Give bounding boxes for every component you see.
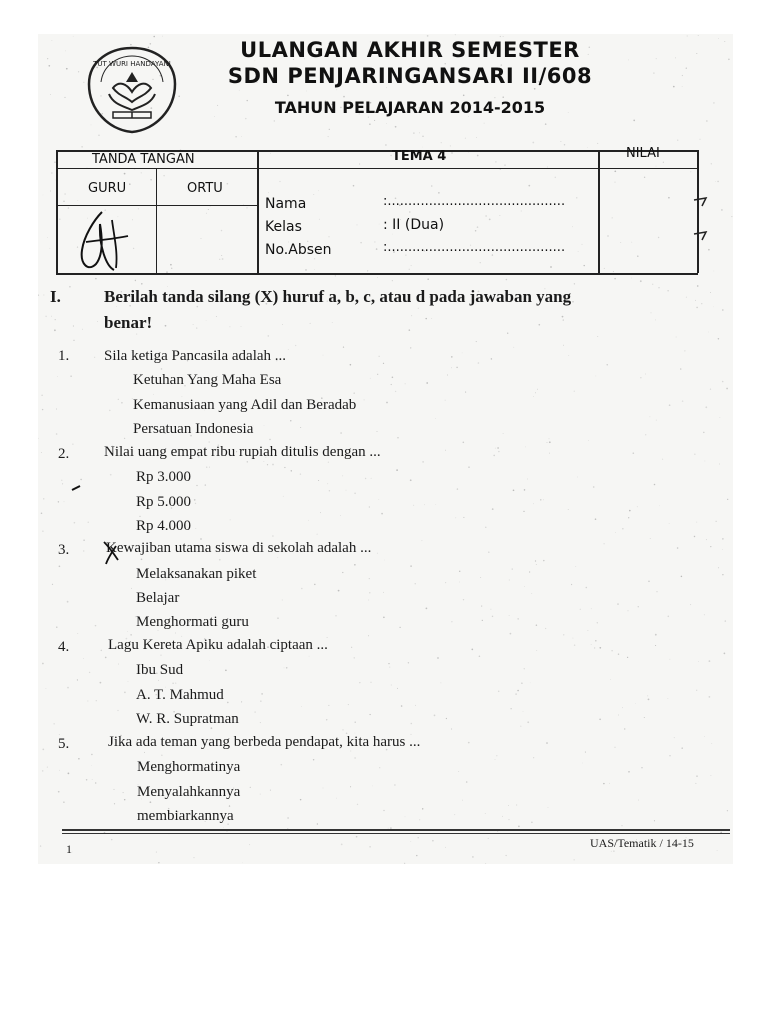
name-field: :........................................... <box>383 194 566 209</box>
tut-wuri-handayani-logo <box>83 44 181 136</box>
answer-option: Kemanusiaan yang Adil dan Beradab <box>133 397 357 413</box>
school-name: SDN PENJARINGANSARI II/608 <box>227 64 593 88</box>
question-number: 1. <box>58 348 70 364</box>
question-number: 4. <box>58 639 70 655</box>
exam-title: ULANGAN AKHIR SEMESTER <box>240 38 580 62</box>
svg-text:TUT WURI HANDAYANI: TUT WURI HANDAYANI <box>93 60 171 68</box>
score-mark <box>690 190 714 250</box>
answer-option: Ibu Sud <box>136 662 184 678</box>
question-text: Sila ketiga Pancasila adalah ... <box>104 348 287 364</box>
answer-option: W. R. Supratman <box>136 711 239 727</box>
name-label: Nama <box>265 196 307 212</box>
class-label: Kelas <box>265 219 302 235</box>
teacher-signature <box>66 206 146 276</box>
answer-option: Melaksanakan piket <box>136 566 257 582</box>
answer-option: Ketuhan Yang Maha Esa <box>133 372 282 388</box>
absence-number-field: :........................................... <box>383 240 566 255</box>
teacher-column-label: GURU <box>88 181 127 196</box>
question-text: Kewajiban utama siswa di sekolah adalah ... <box>106 540 372 556</box>
instruction-line-1: Berilah tanda silang (X) huruf a, b, c, atau d pada jawaban yang <box>104 287 572 306</box>
theme-label: TEMA 4 <box>392 149 447 164</box>
pen-marks <box>60 448 120 568</box>
question-number: 5. <box>58 736 70 752</box>
answer-option: membiarkannya <box>137 808 234 824</box>
answer-option: Persatuan Indonesia <box>133 421 254 437</box>
footer-rule <box>62 829 730 831</box>
signature-header: TANDA TANGAN <box>92 152 195 167</box>
academic-year: TAHUN PELAJARAN 2014-2015 <box>274 98 546 117</box>
score-label: NILAI <box>626 146 660 161</box>
answer-option: Menghormati guru <box>136 614 249 630</box>
answer-option: Menyalahkannya <box>137 784 241 800</box>
question-number: 3. <box>58 542 70 558</box>
page-number: 1 <box>66 842 72 856</box>
document-code: UAS/Tematik / 14-15 <box>590 836 694 850</box>
answer-option: Belajar <box>136 590 180 606</box>
absence-number-label: No.Absen <box>265 242 332 258</box>
answer-option: Menghormatinya <box>137 759 241 775</box>
answer-option: Rp 5.000 <box>136 494 192 510</box>
section-number: I. <box>50 287 61 306</box>
class-value: : II (Dua) <box>383 217 445 233</box>
question-text: Jika ada teman yang berbeda pendapat, kita harus ... <box>108 734 421 750</box>
question-text: Lagu Kereta Apiku adalah ciptaan ... <box>108 637 328 653</box>
answer-option: Rp 4.000 <box>136 518 192 534</box>
question-number: 2. <box>58 446 70 462</box>
instruction-line-2: benar! <box>104 313 153 332</box>
parent-column-label: ORTU <box>187 181 223 196</box>
answer-option: A. T. Mahmud <box>136 687 224 703</box>
answer-option: Rp 3.000 <box>136 469 192 485</box>
question-text: Nilai uang empat ribu rupiah ditulis dengan ... <box>104 444 381 460</box>
